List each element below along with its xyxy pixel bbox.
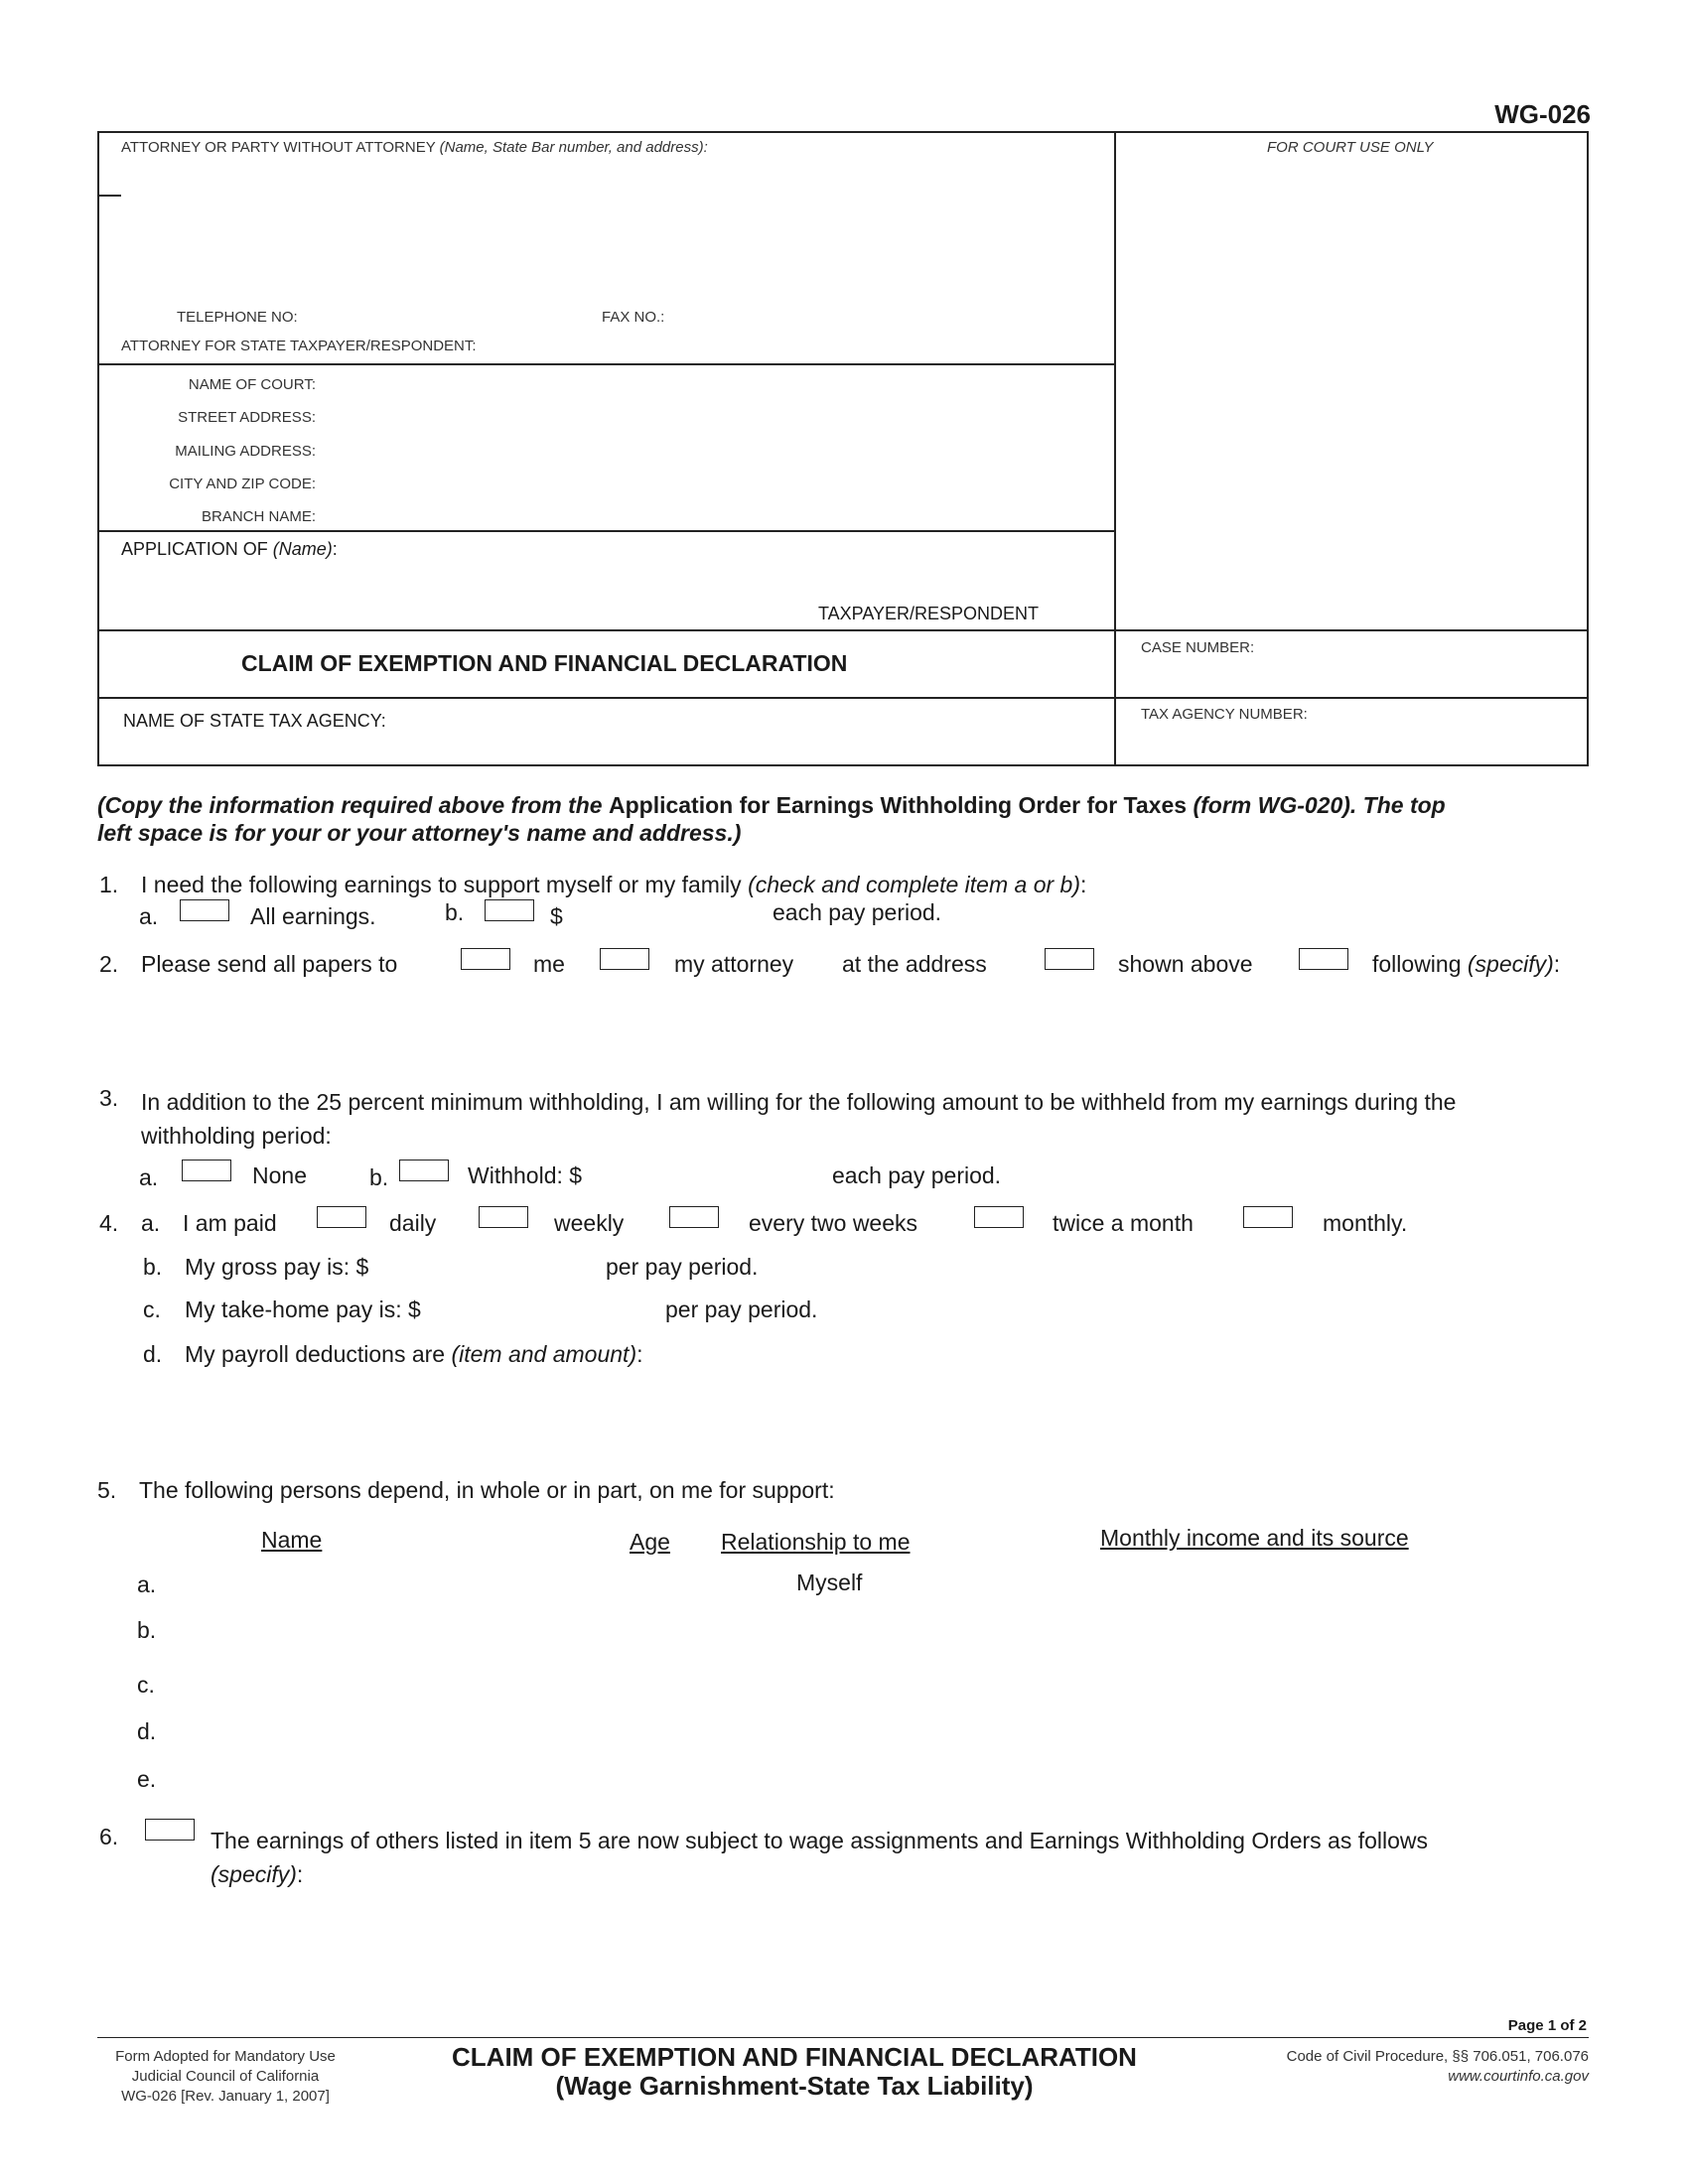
item1-a-label: a. [139,903,159,929]
instructions: (Copy the information required above from the Application for Earnings Withholding Order for Taxes (form WG-020). The top left space is for your or your attorney's name and address.) [97,792,1446,846]
court-use-label: FOR COURT USE ONLY [1267,139,1434,156]
caption-title: CLAIM OF EXEMPTION AND FINANCIAL DECLARATION [241,650,848,676]
item2-text: Please send all papers to [141,951,398,977]
paid-every-two-weeks-label: every two weeks [749,1210,918,1236]
attorney-for-label: ATTORNEY FOR STATE TAXPAYER/RESPONDENT: [121,338,477,354]
item6-number: 6. [99,1824,119,1849]
item4-c-label: c. [143,1297,161,1322]
fax-label: FAX NO.: [602,309,665,326]
take-home-pay-suffix: per pay period. [665,1297,818,1322]
item4-a-text: I am paid [183,1210,277,1236]
footer-left: Form Adopted for Mandatory Use Judicial Council of California WG-026 [Rev. January 1, 2007] [115,2048,336,2105]
send-to-me-label: me [533,951,565,977]
mailing-address-label: MAILING ADDRESS: [175,443,316,460]
branch-name-label: BRANCH NAME: [201,508,316,525]
following-address-checkbox[interactable] [1299,948,1348,970]
item3-b-checkbox[interactable] [399,1160,449,1181]
item3-number: 3. [99,1085,119,1111]
item1-b-label: b. [445,899,465,925]
city-zip-label: CITY AND ZIP CODE: [169,476,316,492]
street-address-label: STREET ADDRESS: [178,409,316,426]
item3-a-text: None [252,1162,307,1188]
following-address-label: following (specify): [1372,951,1561,977]
item3-b-text: Withhold: $ [468,1162,583,1188]
column-name-header: Name [261,1527,323,1553]
item3-b-label: b. [369,1164,389,1190]
item2-number: 2. [99,951,119,977]
take-home-pay-text: My take-home pay is: $ [185,1297,421,1322]
application-of-label: APPLICATION OF (Name): [121,539,338,559]
column-income-header: Monthly income and its source [1100,1525,1409,1551]
payroll-deductions-text: My payroll deductions are (item and amount): [185,1341,643,1367]
send-to-me-checkbox[interactable] [461,948,510,970]
item1-number: 1. [99,872,119,897]
item3-a-label: a. [139,1164,159,1190]
dependent-row-a-label: a. [137,1571,157,1597]
form-number: WG-026 [1494,99,1591,129]
dependent-row-c-label: c. [137,1672,155,1698]
paid-weekly-label: weekly [554,1210,625,1236]
page-number: Page 1 of 2 [1507,2017,1587,2034]
attorney-label: ATTORNEY OR PARTY WITHOUT ATTORNEY (Name, State Bar number, and address): [121,139,708,156]
column-age-header: Age [630,1529,670,1555]
item6-checkbox[interactable] [145,1819,195,1841]
item1-a-checkbox[interactable] [180,899,229,921]
column-relationship-header: Relationship to me [721,1529,911,1555]
item1-b-checkbox[interactable] [485,899,534,921]
item1-b-suffix: each pay period. [773,899,942,925]
paid-daily-label: daily [389,1210,437,1236]
paid-every-two-weeks-checkbox[interactable] [669,1206,719,1228]
footer-right: Code of Civil Procedure, §§ 706.051, 706.076 www.courtinfo.ca.gov [1192,2047,1589,2087]
at-the-address-text: at the address [842,951,987,977]
paid-twice-a-month-checkbox[interactable] [974,1206,1024,1228]
taxpayer-respondent-label: TAXPAYER/RESPONDENT [818,604,1040,623]
shown-above-label: shown above [1118,951,1253,977]
send-to-attorney-label: my attorney [674,951,794,977]
tax-agency-label: NAME OF STATE TAX AGENCY: [123,711,386,731]
paid-twice-a-month-label: twice a month [1053,1210,1194,1236]
website-link[interactable]: www.courtinfo.ca.gov [1448,2068,1589,2085]
footer-rule [97,2037,1589,2038]
dependent-row-e-label: e. [137,1766,157,1792]
item6-text: The earnings of others listed in item 5 are now subject to wage assignments and Earnings Withholding Orders as follows (specify): [211,1828,1429,1887]
item4-number: 4. [99,1210,119,1236]
item4-d-label: d. [143,1341,163,1367]
court-name-label: NAME OF COURT: [188,376,316,393]
item1-a-text: All earnings. [250,903,376,929]
dependent-row-a-relationship: Myself [796,1570,863,1595]
item3-b-suffix: each pay period. [832,1162,1002,1188]
item1-b-dollar: $ [550,903,563,929]
gross-pay-suffix: per pay period. [606,1254,759,1280]
footer-title: CLAIM OF EXEMPTION AND FINANCIAL DECLARATION (Wage Garnishment-State Tax Liability) [452,2042,1137,2101]
paid-weekly-checkbox[interactable] [479,1206,528,1228]
paid-monthly-checkbox[interactable] [1243,1206,1293,1228]
item1-text: I need the following earnings to support myself or my family (check and complete item a or b): [141,872,1087,897]
case-number-label: CASE NUMBER: [1141,639,1255,656]
item4-b-label: b. [143,1254,163,1280]
dependent-row-d-label: d. [137,1718,157,1744]
telephone-label: TELEPHONE NO: [177,309,298,326]
shown-above-checkbox[interactable] [1045,948,1094,970]
paid-daily-checkbox[interactable] [317,1206,366,1228]
gross-pay-text: My gross pay is: $ [185,1254,369,1280]
paid-monthly-label: monthly. [1323,1210,1408,1236]
tax-agency-number-label: TAX AGENCY NUMBER: [1141,706,1308,723]
dependent-row-b-label: b. [137,1617,157,1643]
item3-text: In addition to the 25 percent minimum withholding, I am willing for the following amount to be withheld from my earnings during the withholding period: [141,1089,1457,1149]
send-to-attorney-checkbox[interactable] [600,948,649,970]
item4-a-label: a. [141,1210,161,1236]
item3-a-checkbox[interactable] [182,1160,231,1181]
item5-text: The following persons depend, in whole or in part, on me for support: [139,1477,835,1503]
item5-number: 5. [97,1477,117,1503]
